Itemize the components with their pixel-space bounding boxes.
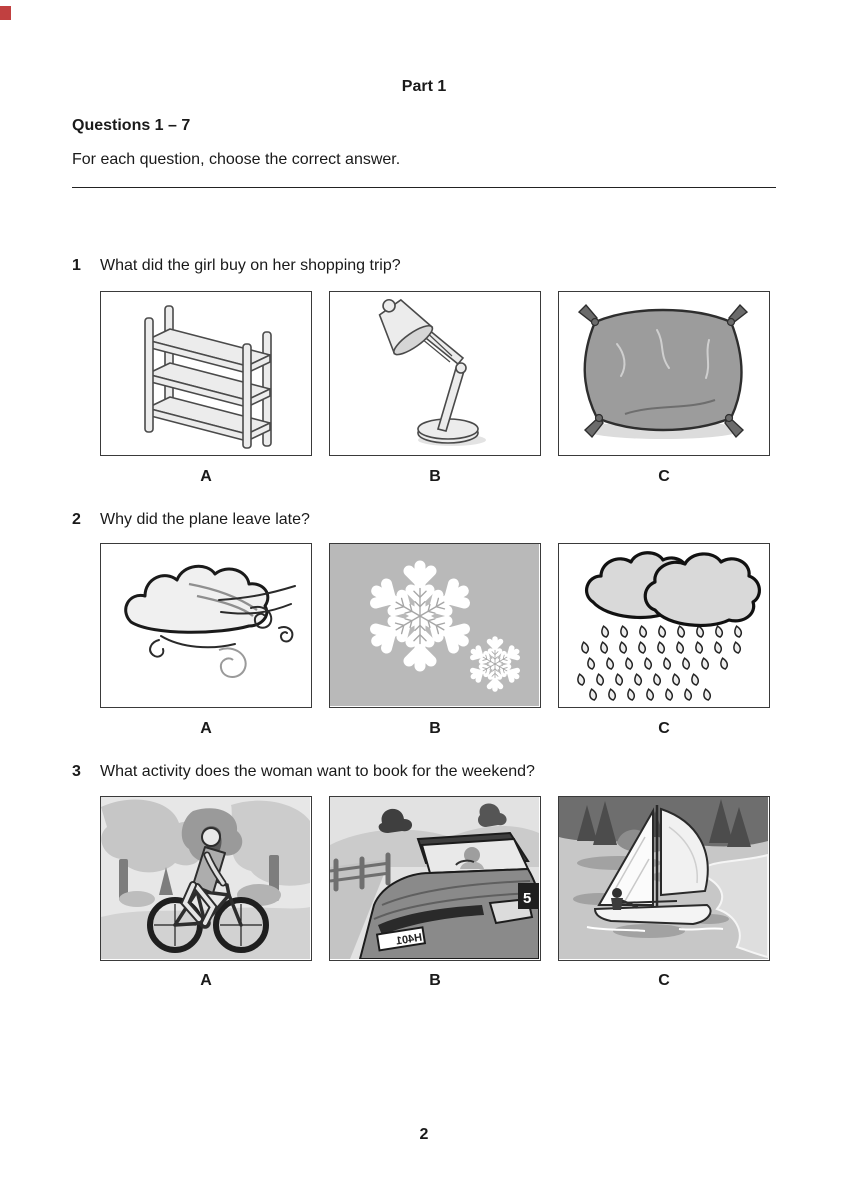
question-3-options <box>100 796 770 961</box>
question-1-option-a <box>100 291 312 456</box>
question-3-option-b <box>329 796 541 961</box>
question-2-labels <box>100 720 770 738</box>
windy-cloud-icon <box>101 544 310 706</box>
option-letter: B <box>429 468 441 485</box>
question-number: 2 <box>72 511 81 528</box>
svg-text:H401: H401 <box>395 931 423 948</box>
question-text: Why did the plane leave late? <box>100 511 310 528</box>
cycling-in-park-icon <box>101 797 310 959</box>
option-letter: C <box>658 468 670 485</box>
question-2-options <box>100 543 770 708</box>
question-3-option-c <box>558 796 770 961</box>
svg-text:5: 5 <box>523 890 532 907</box>
question-number: 3 <box>72 763 81 780</box>
questions-range-heading: Questions 1 – 7 <box>72 117 191 134</box>
desk-lamp-icon <box>330 292 539 454</box>
driving-car-icon <box>330 797 539 959</box>
option-letter: A <box>200 972 212 989</box>
part-title: Part 1 <box>401 78 447 95</box>
option-letter: C <box>658 720 670 737</box>
cushion-icon <box>559 292 768 454</box>
question-1-option-c <box>558 291 770 456</box>
question-1 <box>72 257 401 275</box>
option-letter: B <box>429 720 441 737</box>
question-1-options <box>100 291 770 456</box>
question-text: What activity does the woman want to book for the weekend? <box>100 763 535 780</box>
question-3-labels <box>100 972 770 990</box>
instruction-text: For each question, choose the correct answer. <box>72 151 401 168</box>
rain-cloud-icon <box>559 544 768 706</box>
divider-rule <box>72 187 776 188</box>
question-3 <box>72 763 535 781</box>
snowflakes-icon <box>330 544 539 706</box>
red-corner-mark <box>0 6 11 20</box>
question-2-option-c <box>558 543 770 708</box>
shelving-unit-icon <box>101 292 310 454</box>
option-letter: A <box>200 720 212 737</box>
question-2-option-b <box>329 543 541 708</box>
page-number: 2 <box>419 1126 429 1143</box>
option-letter: C <box>658 972 670 989</box>
sailing-boat-icon <box>559 797 768 959</box>
question-1-labels <box>100 468 770 486</box>
question-2 <box>72 511 310 529</box>
question-3-option-a <box>100 796 312 961</box>
option-letter: A <box>200 468 212 485</box>
question-1-option-b <box>329 291 541 456</box>
question-number: 1 <box>72 257 81 274</box>
question-2-option-a <box>100 543 312 708</box>
option-letter: B <box>429 972 441 989</box>
question-text: What did the girl buy on her shopping trip? <box>100 257 401 274</box>
